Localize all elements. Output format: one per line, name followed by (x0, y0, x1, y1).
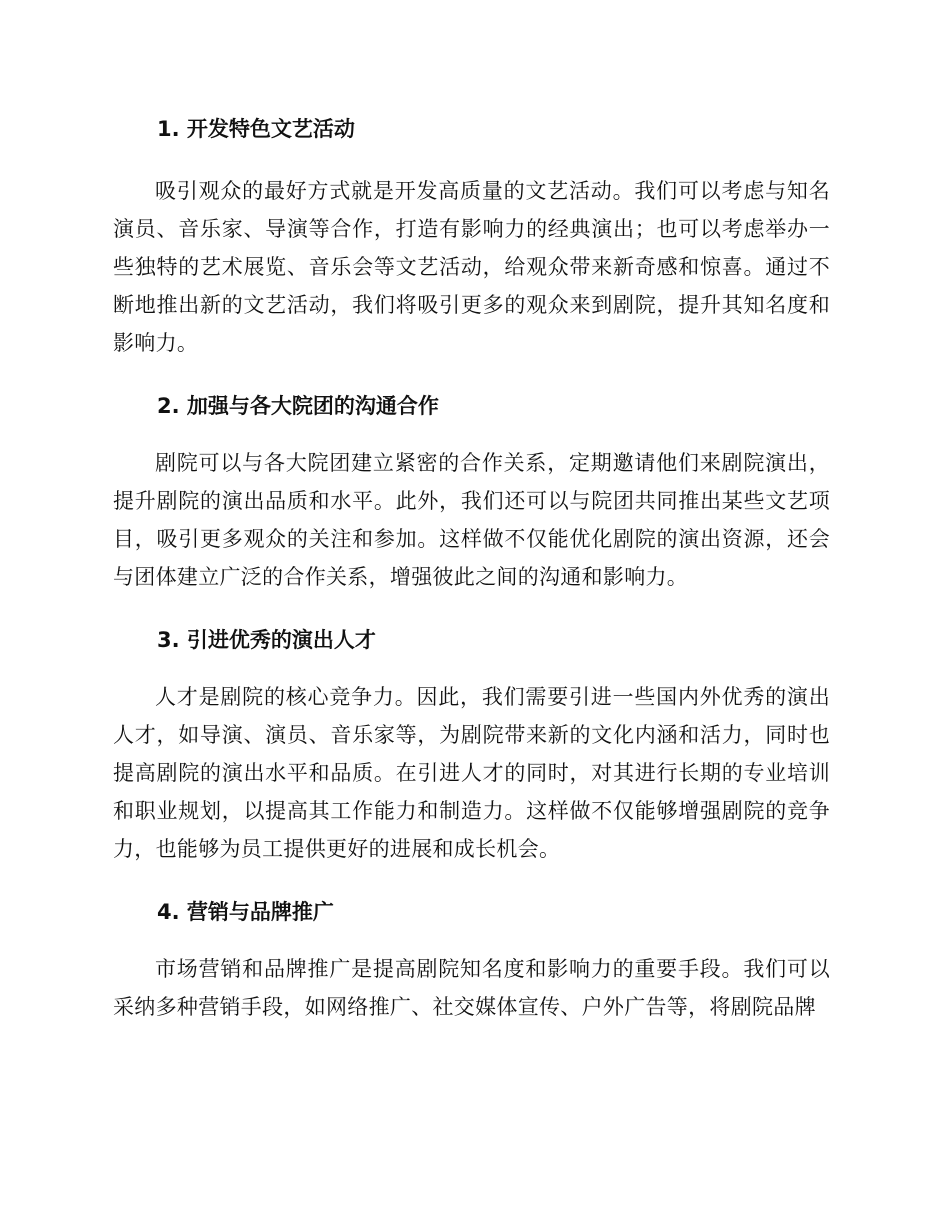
section-heading-3: 3. 引进优秀的演出人才 (157, 628, 376, 652)
section-paragraph-1: 吸引观众的最好方式就是开发高质量的文艺活动。我们可以考虑与知名演员、音乐家、导演等合作，打造有影响力的经典演出；也可以考虑举办一些独特的艺术展览、音乐会等文艺活动，给观众带来新奇感和惊喜。通过不断地推出新的文艺活动，我们将吸引更多的观众来到剧院，提升其知名度和影响力。 (113, 179, 830, 355)
section-heading-1: 1. 开发特色文艺活动 (157, 117, 355, 141)
section-paragraph-4: 市场营销和品牌推广是提高剧院知名度和影响力的重要手段。我们可以采纳多种营销手段，如网络推广、社交媒体宣传、户外广告等，将剧院品牌 (113, 957, 830, 1019)
section-paragraph-2: 剧院可以与各大院团建立紧密的合作关系，定期邀请他们来剧院演出，提升剧院的演出品质和水平。此外，我们还可以与院团共同推出某些文艺项目，吸引更多观众的关注和参加。这样做不仅能优化剧院的演出资源，还会与团体建立广泛的合作关系，增强彼此之间的沟通和影响力。 (113, 451, 830, 589)
section-heading-2: 2. 加强与各大院团的沟通合作 (157, 394, 439, 418)
section-paragraph-3: 人才是剧院的核心竞争力。因此，我们需要引进一些国内外优秀的演出人才，如导演、演员、音乐家等，为剧院带来新的文化内涵和活力，同时也提高剧院的演出水平和品质。在引进人才的同时，对其进行长期的专业培训和职业规划，以提高其工作能力和制造力。这样做不仅能够增强剧院的竞争力，也能够为员工提供更好的进展和成长机会。 (113, 685, 830, 861)
section-heading-4: 4. 营销与品牌推广 (157, 900, 334, 924)
